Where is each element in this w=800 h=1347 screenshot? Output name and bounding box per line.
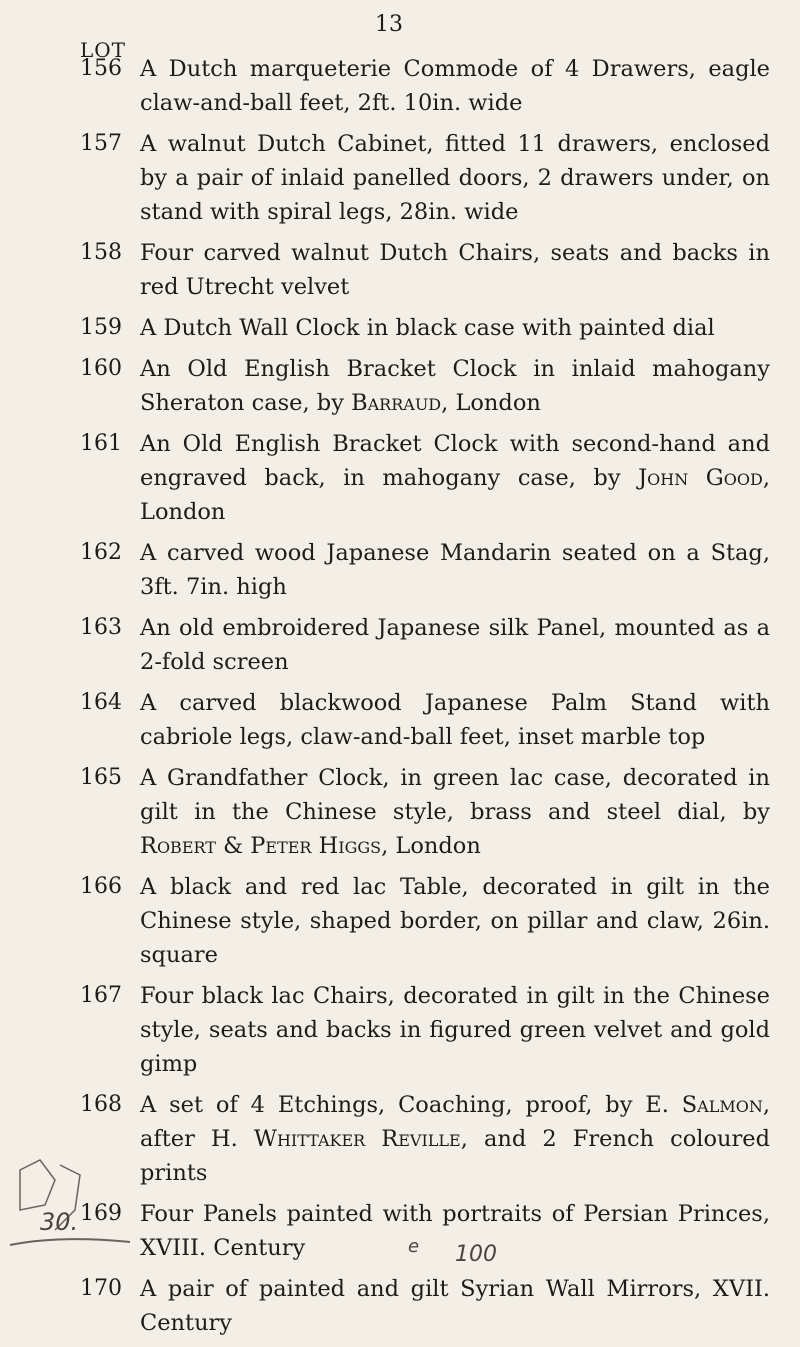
lot-description (140, 870, 770, 972)
lot-description (140, 127, 770, 229)
lot-number: 162 (80, 540, 122, 565)
description-text: A Dutch Wall Clock in black case with painted dial (140, 315, 715, 341)
description-text: A pair of painted and gilt Syrian Wall Mirrors, XVII. Century (140, 1276, 770, 1336)
maker-name: John Good (638, 465, 763, 491)
lot-description (140, 1272, 770, 1340)
lot-number: 166 (80, 874, 122, 899)
lot-description (140, 311, 770, 345)
description-text: , London (441, 390, 541, 416)
description-text: , after H. (140, 1092, 770, 1152)
description-text: Four black lac Chairs, decorated in gilt in the Chinese style, seats and backs in figured green velvet and gold gimp (140, 983, 770, 1077)
lot-number: 165 (80, 765, 122, 790)
maker-name: Salmon (681, 1092, 763, 1118)
description-text: An old embroidered Japanese silk Panel, mounted as a 2-fold screen (140, 615, 770, 675)
maker-name: Robert & Peter Higgs (140, 833, 382, 859)
lot-entry (0, 352, 800, 420)
description-text: An Old English Bracket Clock in inlaid mahogany Sheraton case, by (140, 356, 770, 416)
description-text: A Dutch marqueterie Commode of 4 Drawers, eagle claw-and-ball feet, 2ft. 10in. wide (140, 56, 770, 116)
page-number: 13 (375, 12, 403, 37)
lot-entry (0, 52, 800, 120)
description-text: , London (381, 833, 481, 859)
lot-description (140, 236, 770, 304)
lot-number: 169 (80, 1201, 122, 1226)
handwritten-price-169: 100 (455, 1242, 497, 1267)
lot-entry (0, 611, 800, 679)
description-text: An Old English Bracket Clock with second-hand and engraved back, in mahogany case, by (140, 431, 770, 491)
description-text: , and 2 French coloured prints (140, 1126, 770, 1186)
lot-description (140, 536, 770, 604)
description-text: Four carved walnut Dutch Chairs, seats and backs in red Utrecht velvet (140, 240, 770, 300)
description-text: A carved wood Japanese Mandarin seated on a Stag, 3ft. 7in. high (140, 540, 770, 600)
description-text: Four Panels painted with portraits of Persian Princes, XVIII. Century (140, 1201, 770, 1261)
lot-number: 157 (80, 131, 122, 156)
description-text: A Grandfather Clock, in green lac case, decorated in gilt in the Chinese style, brass and steel dial, by (140, 765, 770, 825)
lot-entry (0, 1272, 800, 1340)
lot-entry (0, 686, 800, 754)
lot-number: 159 (80, 315, 122, 340)
maker-name: Whittaker Reville (253, 1126, 461, 1152)
lot-number: 158 (80, 240, 122, 265)
maker-name: Barraud (351, 390, 442, 416)
lot-entry (0, 311, 800, 345)
lot-description (140, 1088, 770, 1190)
lot-number: 168 (80, 1092, 122, 1117)
lot-entry (0, 761, 800, 863)
lot-entry (0, 127, 800, 229)
lot-description (140, 352, 770, 420)
lot-number: 160 (80, 356, 122, 381)
handwritten-price-168: 30. (40, 1208, 79, 1236)
lot-number: 170 (80, 1276, 122, 1301)
description-text: A set of 4 Etchings, Coaching, proof, by E. (140, 1092, 682, 1118)
lot-description (140, 979, 770, 1081)
lot-description (140, 427, 770, 529)
lot-description (140, 761, 770, 863)
lot-number: 164 (80, 690, 122, 715)
description-text: A carved blackwood Japanese Palm Stand with cabriole legs, claw-and-ball feet, inset marble top (140, 690, 770, 750)
description-text: A black and red lac Table, decorated in gilt in the Chinese style, shaped border, on pillar and claw, 26in. square (140, 874, 770, 968)
lot-description (140, 52, 770, 120)
lot-number: 161 (80, 431, 122, 456)
lot-column-header: LOT (80, 38, 127, 62)
description-text: , London (140, 465, 770, 525)
lot-number: 156 (80, 56, 122, 81)
lot-description (140, 611, 770, 679)
lot-entry (0, 979, 800, 1081)
lot-description (140, 686, 770, 754)
lot-entry (0, 536, 800, 604)
handwritten-scrawl-icon (0, 1150, 140, 1260)
lot-entry (0, 870, 800, 972)
lot-entry (0, 236, 800, 304)
lot-entry (0, 427, 800, 529)
handwritten-initials-169: e (408, 1236, 420, 1257)
lot-number: 167 (80, 983, 122, 1008)
description-text: A walnut Dutch Cabinet, fitted 11 drawers, enclosed by a pair of inlaid panelled doors, 2 drawers under, on stand with spiral legs, 28in. wide (140, 131, 770, 225)
lot-number: 163 (80, 615, 122, 640)
